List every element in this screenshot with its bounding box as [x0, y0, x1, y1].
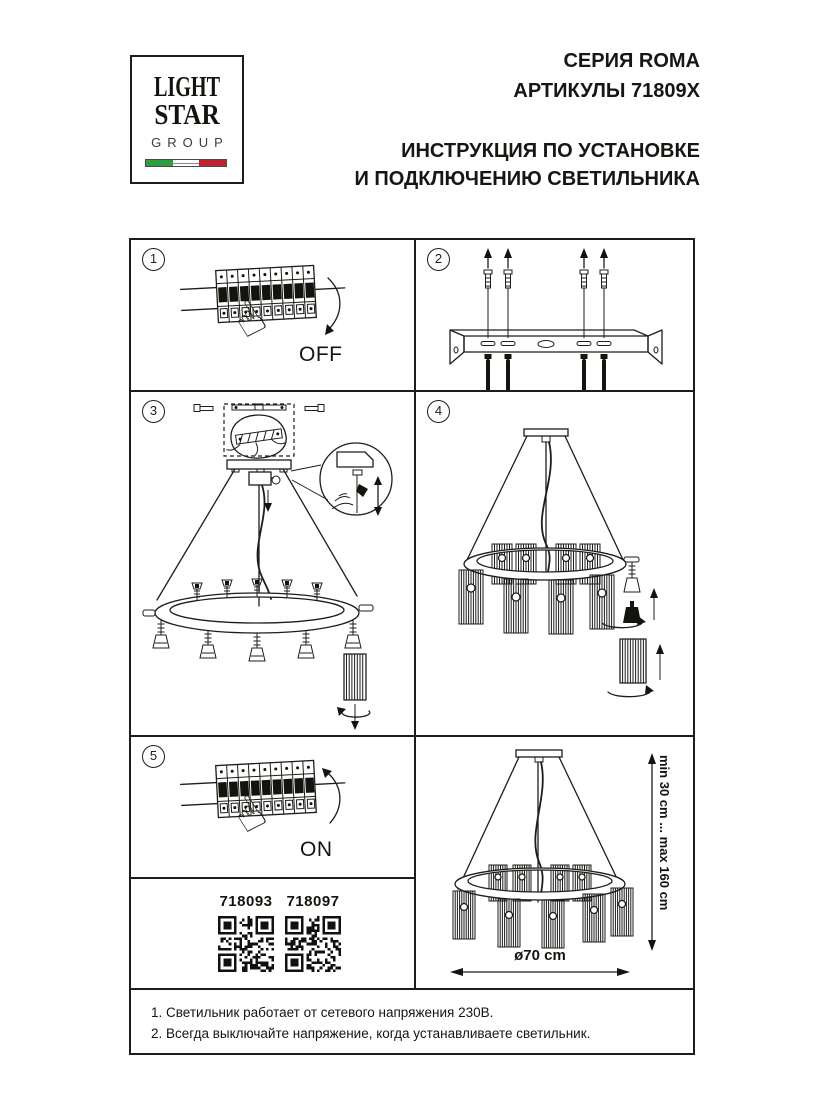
switch-up-arrow	[328, 773, 340, 823]
step-1-panel	[131, 240, 414, 390]
step-3-number: 3	[142, 400, 165, 423]
step-5-number: 5	[142, 745, 165, 768]
step-4-panel	[416, 392, 693, 735]
qr-code-icon	[285, 916, 341, 972]
diameter-label: ø70 cm	[514, 947, 566, 964]
article-code-718097: 718097	[286, 893, 340, 910]
instruction-title-line2: И ПОДКЛЮЧЕНИЮ СВЕТИЛЬНИКА	[354, 168, 700, 190]
flag-white-stripe	[173, 160, 200, 166]
instruction-title-line1: ИНСТРУКЦИЯ ПО УСТАНОВКЕ	[401, 140, 700, 162]
series-title: СЕРИЯ ROMA	[563, 50, 700, 72]
step-5-panel	[131, 737, 414, 877]
step-1-number: 1	[142, 248, 165, 271]
breaker-on-diagram	[131, 737, 414, 877]
height-range-label: min 30 cm ... max 160 cm	[657, 755, 672, 911]
flag-red-stripe	[199, 160, 226, 166]
on-label: ON	[300, 838, 333, 861]
logo-text-group: GROUP	[151, 135, 229, 150]
pointing-hand-icon: ☝	[222, 288, 276, 350]
qr-code-icon	[218, 916, 274, 972]
note-voltage: 1. Светильник работает от сетевого напряжения 230В.	[151, 1005, 494, 1020]
chandelier-assembly-diagram	[416, 392, 693, 735]
dimensions-panel	[416, 737, 693, 988]
logo-text-light: LIGHT	[153, 72, 221, 103]
header-text	[354, 46, 700, 193]
off-label: OFF	[299, 343, 343, 366]
step-3-panel	[131, 392, 414, 735]
step-4-number: 4	[427, 400, 450, 423]
step-2-panel	[416, 240, 693, 390]
article-code-block	[218, 893, 274, 972]
article-codes-panel	[131, 879, 414, 988]
article-code-block	[285, 893, 341, 972]
canopy-wiring-diagram	[131, 392, 414, 735]
note-switch-off: 2. Всегда выключайте напряжение, когда устанавливаете светильник.	[151, 1026, 591, 1041]
flag-green-stripe	[146, 160, 173, 166]
lightstar-logo	[130, 55, 244, 184]
article-code-718093: 718093	[219, 893, 273, 910]
mounting-bracket-diagram	[416, 240, 693, 390]
italian-flag-icon	[145, 159, 227, 167]
articles-title: АРТИКУЛЫ 71809X	[513, 80, 700, 102]
pointing-hand-icon: ☝	[222, 783, 276, 845]
safety-notes-box	[129, 988, 695, 1055]
switch-down-arrow	[328, 278, 340, 328]
logo-text-star: STAR	[154, 100, 220, 131]
step-2-number: 2	[427, 248, 450, 271]
breaker-off-diagram	[131, 240, 414, 390]
instruction-steps-grid	[129, 238, 695, 990]
